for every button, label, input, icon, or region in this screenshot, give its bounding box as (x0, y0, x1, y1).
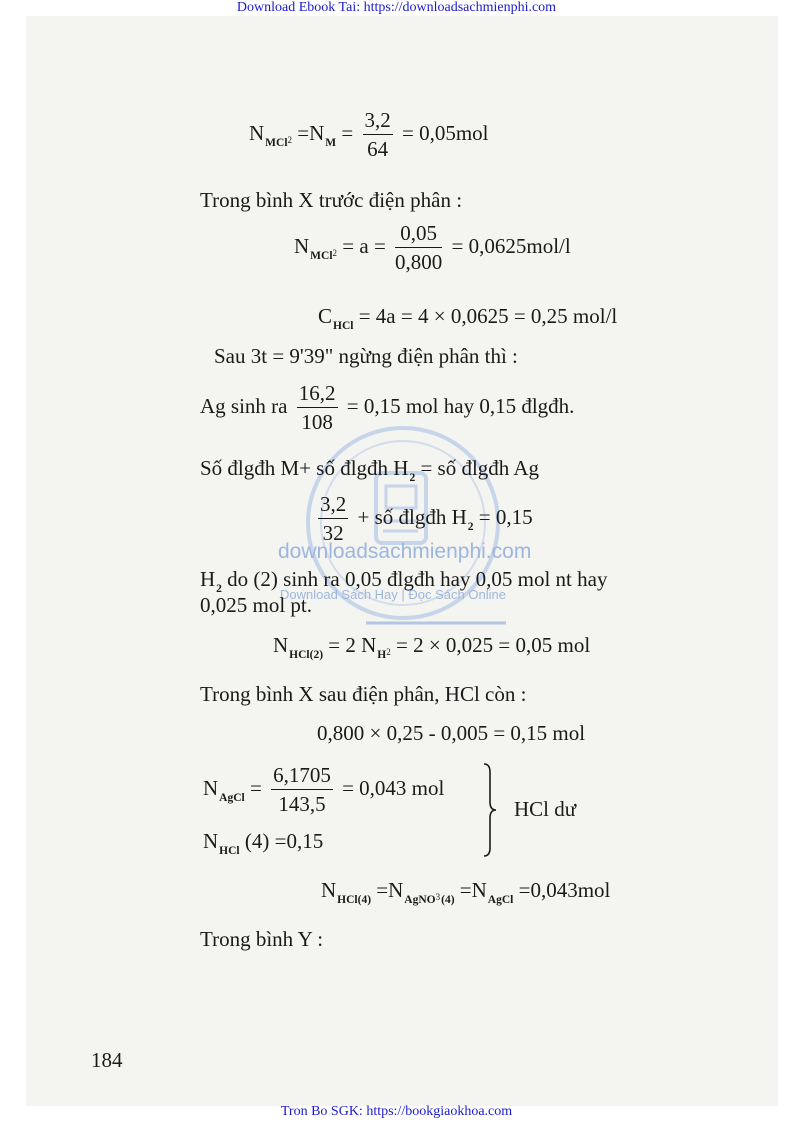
eq-ag-produced: Ag sinh ra $\frac{16,2}{108}$ = 0,15 mol hay 0,15 đlgđh. (200, 381, 575, 434)
fraction: $\frac{0,05}{0,800}$ (395, 221, 443, 274)
eq-n-hcl4: $N_{HCl}$ (4) =0,15 (203, 829, 324, 857)
eq-n-hcl2: $N_{HCl(2)} = 2$ $N_H2 = 2 \times 0,025 = 0,05$ mol (273, 633, 591, 661)
text-hcl-excess: HCl dư (514, 797, 577, 821)
eq-n-hcl4-agno3-agcl: $N_{HCl(4)} =N_{AgNO}3_{(4)} =N_{AgCl} =0,043mol$ (321, 878, 611, 906)
page-number: 184 (91, 1048, 123, 1072)
text-after-electrolysis: Trong bình X sau điện phân, HCl còn : (200, 682, 527, 706)
watermark-site: downloadsachmienphi.com (278, 540, 532, 563)
watermark-tagline: Download Sách Hay | Đọc Sách Online (280, 587, 506, 602)
eq-n-agcl: $N_{AgCl}$ = $\frac{6,1705}{143,5}$ = 0,043 mol (203, 763, 445, 816)
fraction: $\frac{16,2}{108}$ (298, 381, 336, 434)
eq-concentration-a: $N_{MCl}2 = a$ = $\frac{0,05}{0,800}$ = 0,0625mol/l (294, 221, 571, 274)
fraction: $\frac{3,2}{64}$ (364, 108, 391, 161)
eq-c-hcl: $C_{HCl} = 4a = 4 \times 0,0625 = 0,25$ mol/l (318, 304, 618, 332)
eq-n-mcl2: $N_{MCl}2 =N_M$ = $\frac{3,2}{64}$ = 0,05mol (249, 108, 489, 161)
fraction: $\frac{6,1705}{143,5}$ (273, 763, 331, 816)
eq-hcl-remaining: 0,800 × 0,25 - 0,005 = 0,15 mol (317, 721, 586, 745)
text-stop-electrolysis: Sau 3t = 9'39" ngừng điện phân thì : (214, 344, 518, 368)
text-vessel-y: Trong bình Y : (200, 927, 324, 951)
text-h2-molecules: 0,025 mol pt. (200, 593, 313, 617)
eq-equivalents: Số đlgđh M+ số đlgđh $H_2$ = số đlgđh Ag (200, 456, 540, 484)
right-brace-icon (482, 762, 498, 858)
fraction: $\frac{3,2}{32}$ (320, 492, 347, 545)
text-h2-produced: $H_2$ do (2) sinh ra 0,05 đlgđh hay 0,05 mol nt hay (200, 567, 608, 595)
text-before-electrolysis: Trong bình X trước điện phân : (200, 188, 463, 212)
footer-sgk-link[interactable]: Tron Bo SGK: https://bookgiaokhoa.com (280, 1104, 513, 1119)
header-download-link[interactable]: Download Ebook Tai: https://downloadsachmienphi.com (236, 0, 557, 15)
eq-equivalents-values: $\frac{3,2}{32}$ + số đlgđh $H_2 = 0,15$ (320, 492, 533, 545)
